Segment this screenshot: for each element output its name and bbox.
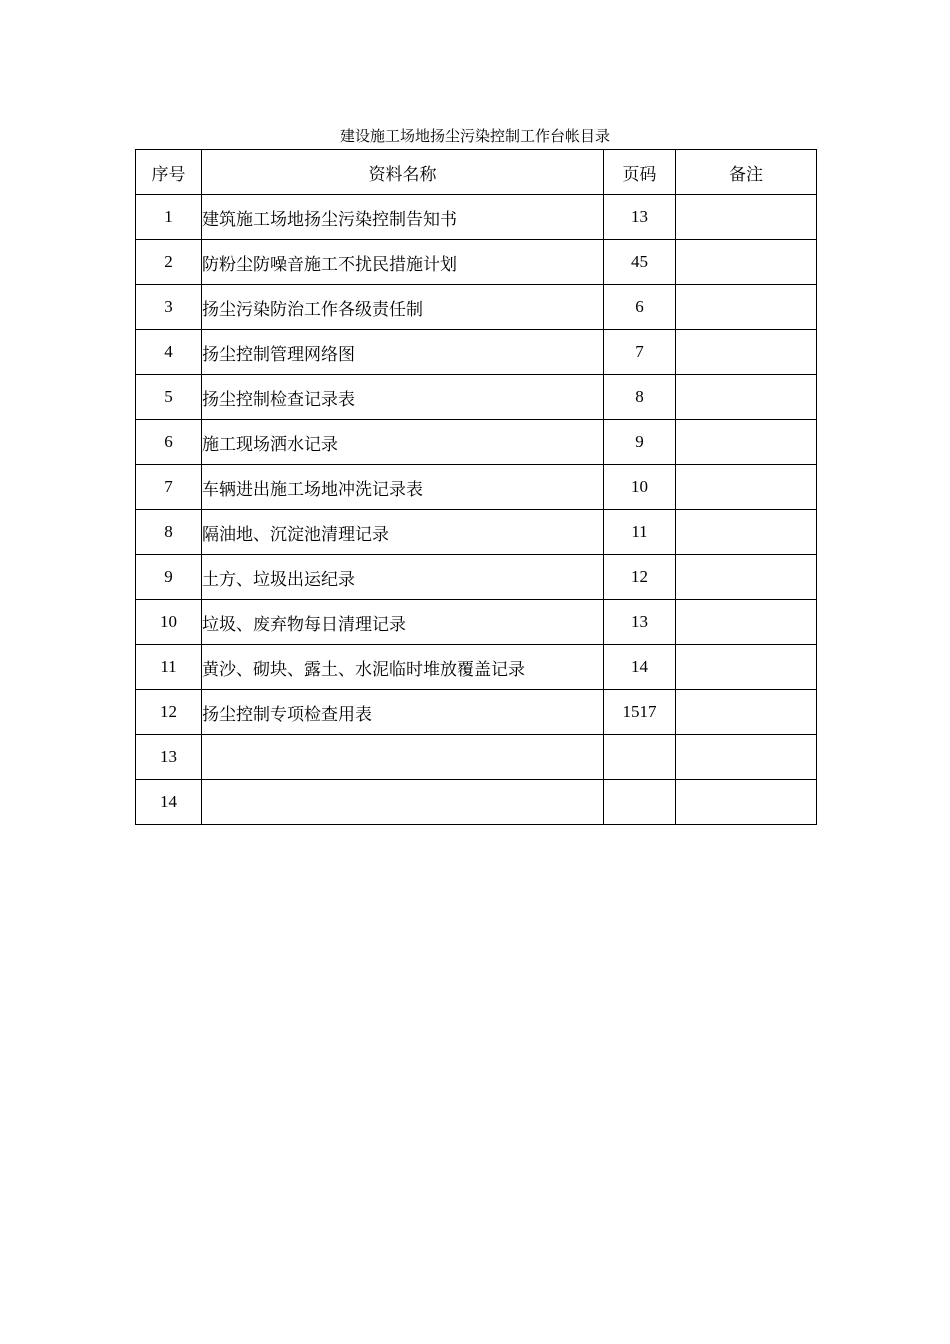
row-page-number: 6 xyxy=(604,285,676,330)
table-row xyxy=(136,690,817,735)
row-remarks xyxy=(676,600,817,645)
row-page-number xyxy=(604,780,676,825)
row-serial-number: 8 xyxy=(136,510,202,555)
row-page-number: 1517 xyxy=(604,690,676,735)
row-serial-number: 9 xyxy=(136,555,202,600)
table-header-row xyxy=(136,150,817,195)
header-serial-number: 序号 xyxy=(136,150,202,195)
row-document-name: 扬尘污染防治工作各级责任制 xyxy=(202,285,604,330)
row-document-name: 扬尘控制管理网络图 xyxy=(202,330,604,375)
table-row xyxy=(136,735,817,780)
table-row xyxy=(136,645,817,690)
row-remarks xyxy=(676,645,817,690)
row-serial-number: 13 xyxy=(136,735,202,780)
table-row xyxy=(136,510,817,555)
row-remarks xyxy=(676,240,817,285)
row-serial-number: 7 xyxy=(136,465,202,510)
row-remarks xyxy=(676,330,817,375)
row-document-name: 扬尘控制专项检查用表 xyxy=(202,690,604,735)
row-document-name xyxy=(202,735,604,780)
row-document-name: 防粉尘防噪音施工不扰民措施计划 xyxy=(202,240,604,285)
table-row xyxy=(136,420,817,465)
row-page-number: 14 xyxy=(604,645,676,690)
row-serial-number: 2 xyxy=(136,240,202,285)
row-document-name: 土方、垃圾出运纪录 xyxy=(202,555,604,600)
row-remarks xyxy=(676,735,817,780)
document-title: 建设施工场地扬尘污染控制工作台帐目录 xyxy=(339,127,610,145)
row-serial-number: 12 xyxy=(136,690,202,735)
table-row xyxy=(136,240,817,285)
row-remarks xyxy=(676,690,817,735)
table-row xyxy=(136,330,817,375)
row-page-number: 13 xyxy=(604,600,676,645)
row-page-number: 45 xyxy=(604,240,676,285)
table-row xyxy=(136,285,817,330)
row-page-number: 11 xyxy=(604,510,676,555)
row-page-number: 12 xyxy=(604,555,676,600)
header-remarks: 备注 xyxy=(676,150,817,195)
row-document-name: 建筑施工场地扬尘污染控制告知书 xyxy=(202,195,604,240)
table-row xyxy=(136,375,817,420)
row-page-number: 8 xyxy=(604,375,676,420)
table-row xyxy=(136,195,817,240)
header-page-number: 页码 xyxy=(604,150,676,195)
row-remarks xyxy=(676,510,817,555)
table-row xyxy=(136,555,817,600)
row-remarks xyxy=(676,780,817,825)
row-remarks xyxy=(676,285,817,330)
row-remarks xyxy=(676,420,817,465)
row-serial-number: 3 xyxy=(136,285,202,330)
row-remarks xyxy=(676,195,817,240)
row-document-name: 车辆进出施工场地冲洗记录表 xyxy=(202,465,604,510)
row-remarks xyxy=(676,555,817,600)
row-document-name: 垃圾、废弃物每日清理记录 xyxy=(202,600,604,645)
row-page-number xyxy=(604,735,676,780)
row-serial-number: 11 xyxy=(136,645,202,690)
row-page-number: 9 xyxy=(604,420,676,465)
row-document-name: 扬尘控制检查记录表 xyxy=(202,375,604,420)
table-row xyxy=(136,600,817,645)
row-document-name: 黄沙、砌块、露土、水泥临时堆放覆盖记录 xyxy=(202,645,604,690)
table-row xyxy=(136,465,817,510)
row-document-name: 隔油地、沉淀池清理记录 xyxy=(202,510,604,555)
row-document-name xyxy=(202,780,604,825)
row-serial-number: 4 xyxy=(136,330,202,375)
row-serial-number: 1 xyxy=(136,195,202,240)
row-serial-number: 5 xyxy=(136,375,202,420)
row-page-number: 13 xyxy=(604,195,676,240)
row-remarks xyxy=(676,465,817,510)
row-page-number: 10 xyxy=(604,465,676,510)
row-remarks xyxy=(676,375,817,420)
row-document-name: 施工现场洒水记录 xyxy=(202,420,604,465)
row-serial-number: 14 xyxy=(136,780,202,825)
ledger-index-table xyxy=(135,149,817,825)
row-serial-number: 6 xyxy=(136,420,202,465)
row-page-number: 7 xyxy=(604,330,676,375)
header-document-name: 资料名称 xyxy=(202,150,604,195)
row-serial-number: 10 xyxy=(136,600,202,645)
table-row xyxy=(136,780,817,825)
